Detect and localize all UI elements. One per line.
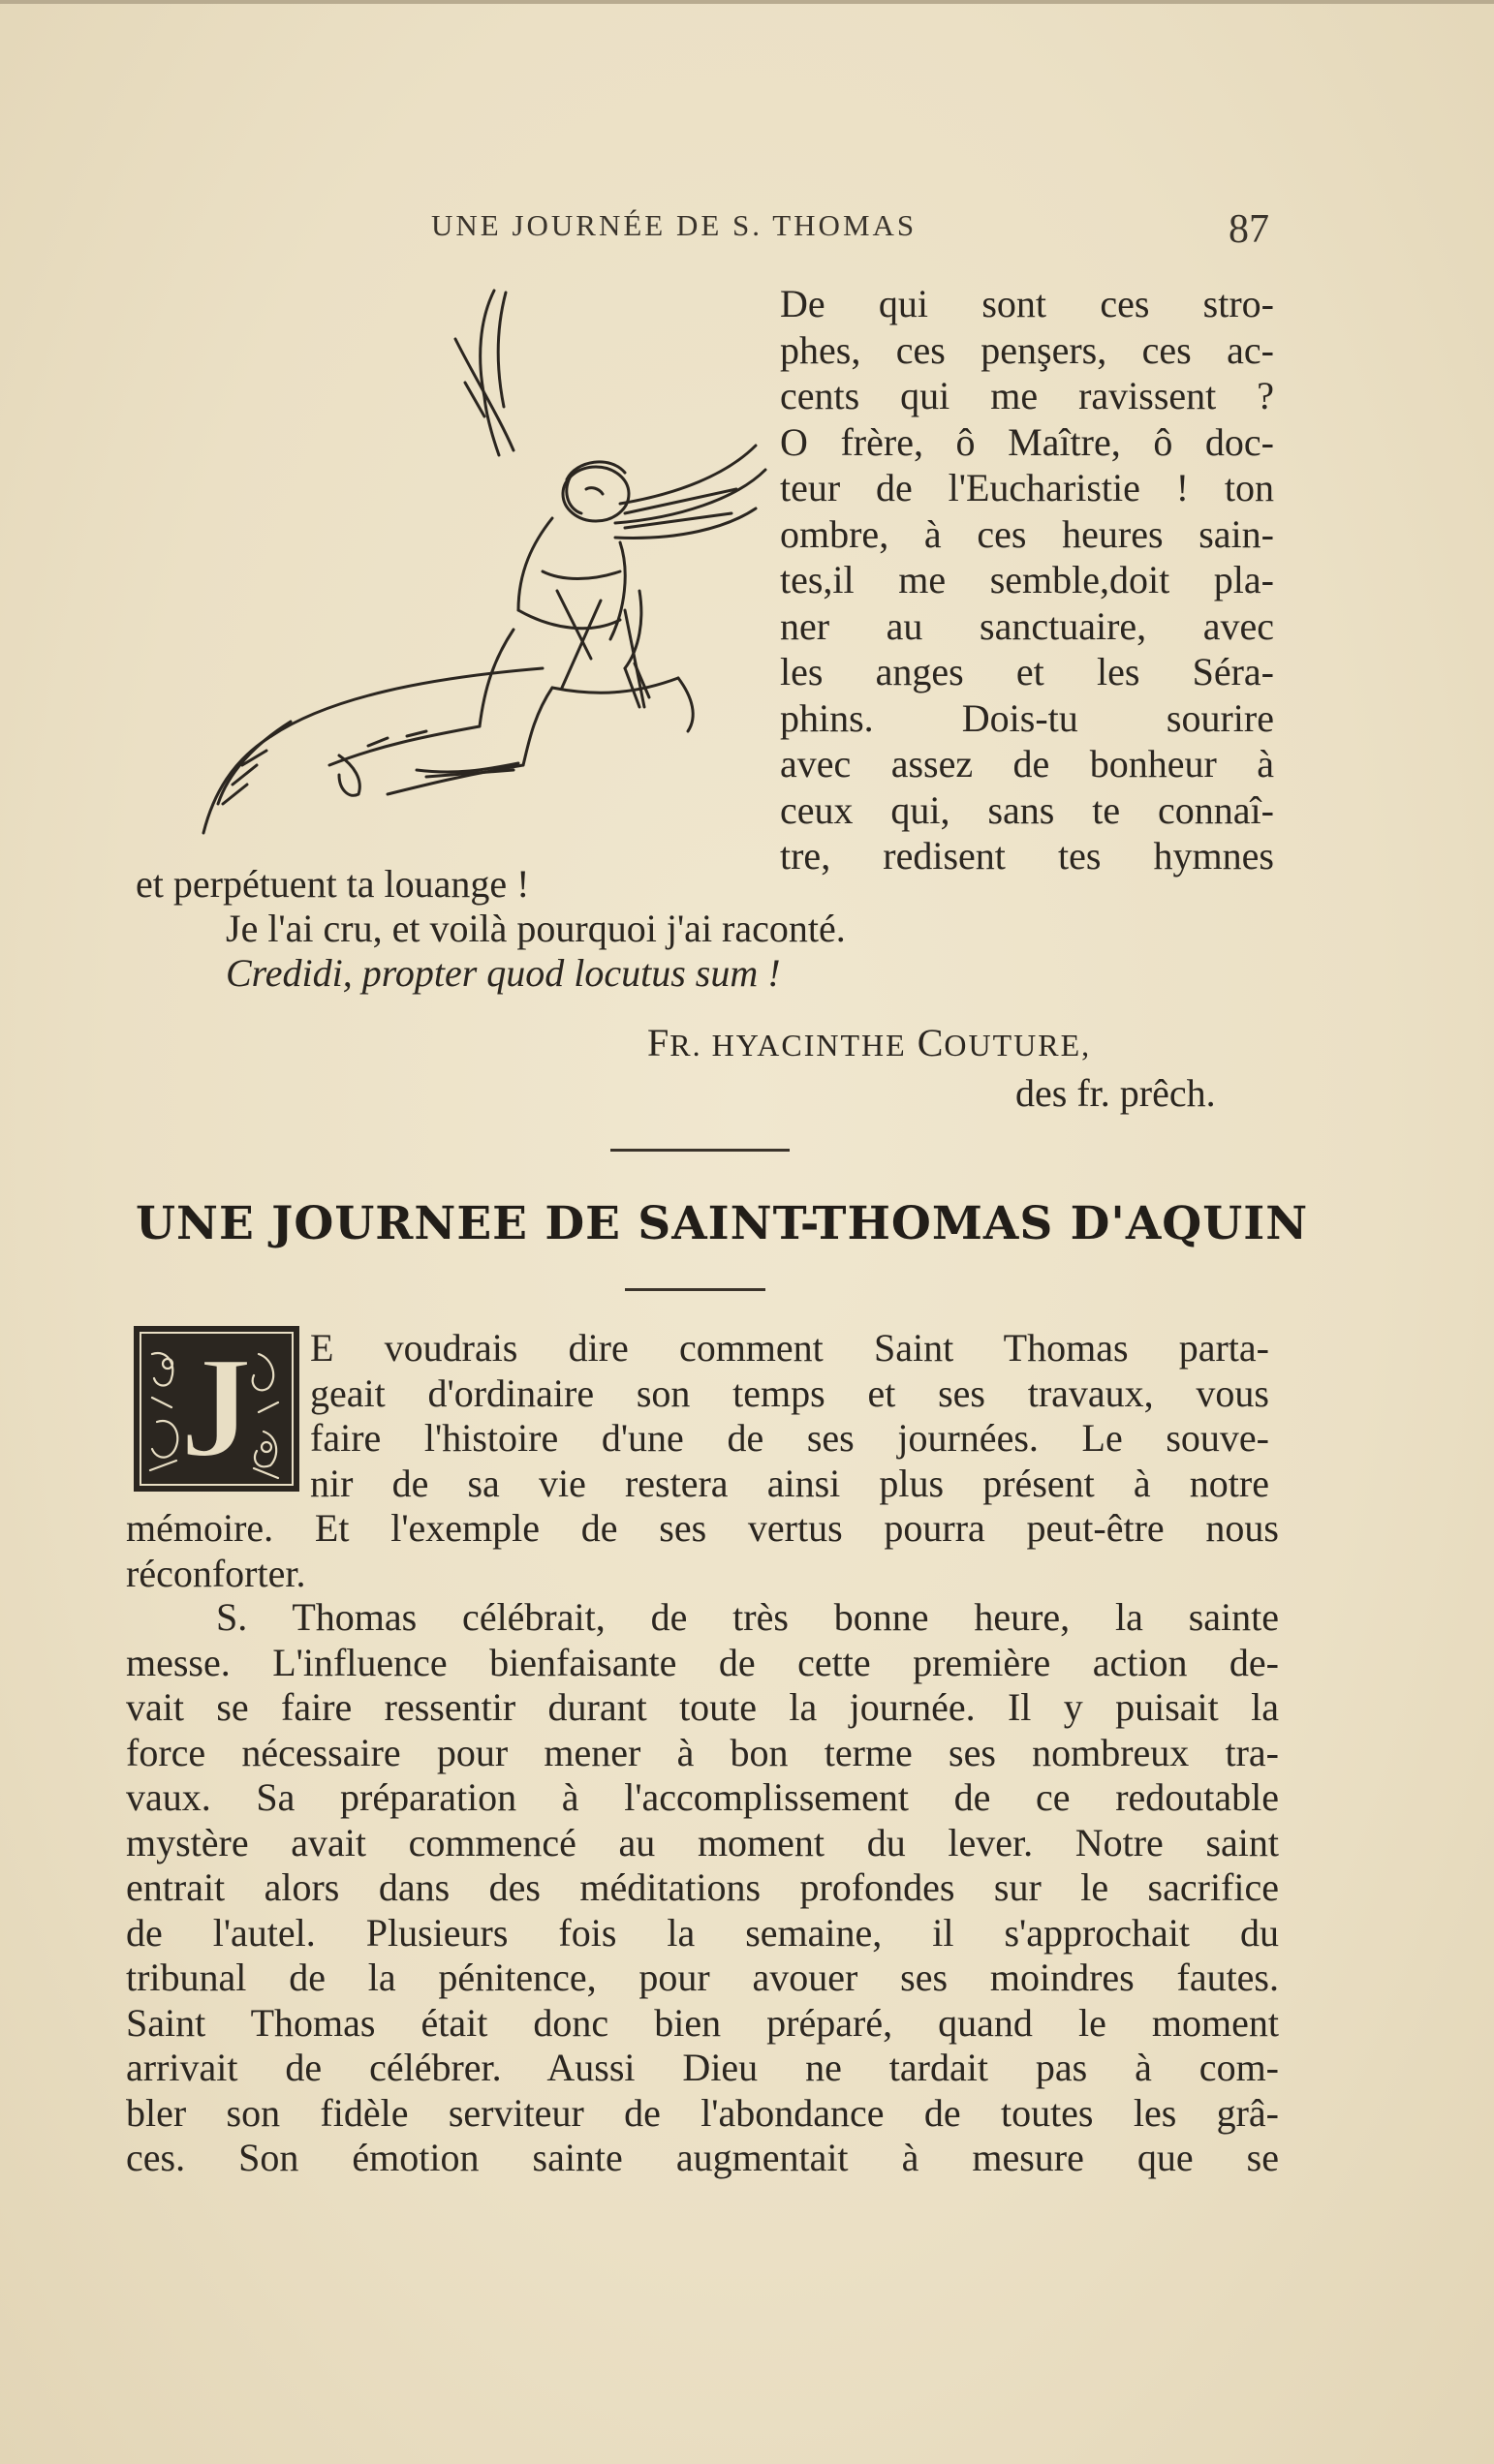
text-line: de l'autel. Plusieurs fois la semaine, il s'approchait du — [126, 1910, 1279, 1955]
verse-line: tes,il me semble,doit pla- — [780, 558, 1274, 601]
page-number: 87 — [1229, 207, 1269, 252]
text-line: nir de sa vie restera ainsi plus présent à notre — [310, 1461, 1269, 1505]
intro-paragraph-top — [310, 1326, 1269, 1506]
text-line: vait se faire ressentir durant toute la journée. Il y puisait la — [126, 1685, 1279, 1729]
dropcap-letter: J — [179, 1327, 253, 1488]
text-line: Saint Thomas était donc bien préparé, quand le moment — [126, 2000, 1279, 2045]
text-line: messe. L'influence bienfaisante de cette première action de- — [126, 1640, 1279, 1684]
text-line: réconforter. — [126, 1551, 306, 1595]
verse-line: ombre, à ces heures sain- — [780, 511, 1274, 556]
text-line: arrivait de célébrer. Aussi Dieu ne tardait pas à com- — [126, 2046, 1279, 2089]
verse-line: O frère, ô Maître, ô doc- — [780, 419, 1274, 464]
text-line: geait d'ordinaire son temps et ses travaux, vous — [310, 1371, 1269, 1415]
text-line: tribunal de la pénitence, pour avouer ses moindres fautes. — [126, 1956, 1279, 1999]
signature-name: FR. HYACINTHE COUTURE, — [647, 1021, 1092, 1064]
latin-quote: Credidi, propter quod locutus sum ! — [226, 951, 781, 995]
verse-line: tre, redisent tes hymnes — [780, 834, 1274, 878]
intro-paragraph-bottom — [126, 1506, 1279, 1596]
text-line: bler son fidèle serviteur de l'abondance de toutes les grâ- — [126, 2090, 1279, 2135]
text-line: faire l'histoire d'une de ses journées. Le souve- — [310, 1416, 1269, 1460]
continuation-line: et perpétuent ta louange ! — [136, 862, 530, 906]
verse-line: ner au sanctuaire, avec — [780, 603, 1274, 648]
verse-line: les anges et les Séra- — [780, 650, 1274, 693]
running-head: UNE JOURNÉE DE S. THOMAS — [431, 208, 918, 242]
body-paragraph — [126, 1595, 1279, 2181]
signature-order: des fr. prêch. — [1015, 1071, 1216, 1115]
text-line: S. Thomas célébrait, de très bonne heure, la sainte — [216, 1595, 1279, 1639]
dropcap-ornament — [133, 1325, 300, 1493]
separator-rule — [625, 1288, 765, 1291]
verse-line: cents qui me ravissent ? — [780, 374, 1274, 417]
separator-rule — [610, 1149, 790, 1152]
angel-illustration — [136, 281, 775, 843]
article-title: UNE JOURNEE DE SAINT-THOMAS D'AQUIN — [136, 1197, 1309, 1250]
text-line: force nécessaire pour mener à bon terme ses nombreux tra- — [126, 1730, 1279, 1774]
text-line: ces. Son émotion sainte augmentait à mesure que se — [126, 2136, 1279, 2179]
verse-continuation — [136, 862, 1279, 996]
text-line: vaux. Sa préparation à l'accomplissement de ce redoutable — [126, 1775, 1279, 1819]
text-line: mémoire. Et l'exemple de ses vertus pourra peut-être nous — [126, 1506, 1279, 1550]
text-line: mystère avait commencé au moment du lever. Notre saint — [126, 1820, 1279, 1864]
text-line: entrait alors dans des méditations profondes sur le sacrifice — [126, 1865, 1279, 1909]
verse-line: De qui sont ces stro- — [780, 282, 1274, 325]
verse-line: phins. Dois-tu sourire — [780, 695, 1274, 740]
top-edge — [0, 0, 1494, 4]
text-line: E voudrais dire comment Saint Thomas parta- — [310, 1326, 1269, 1370]
verse-block — [780, 281, 1274, 879]
verse-line: phes, ces penşers, ces ac- — [780, 327, 1274, 372]
verse-line: avec assez de bonheur à — [780, 742, 1274, 785]
verse-line: ceux qui, sans te connaî- — [780, 787, 1274, 832]
conclusion-line: Je l'ai cru, et voilà pourquoi j'ai raconté. — [226, 907, 846, 950]
verse-line: teur de l'Eucharistie ! ton — [780, 466, 1274, 509]
